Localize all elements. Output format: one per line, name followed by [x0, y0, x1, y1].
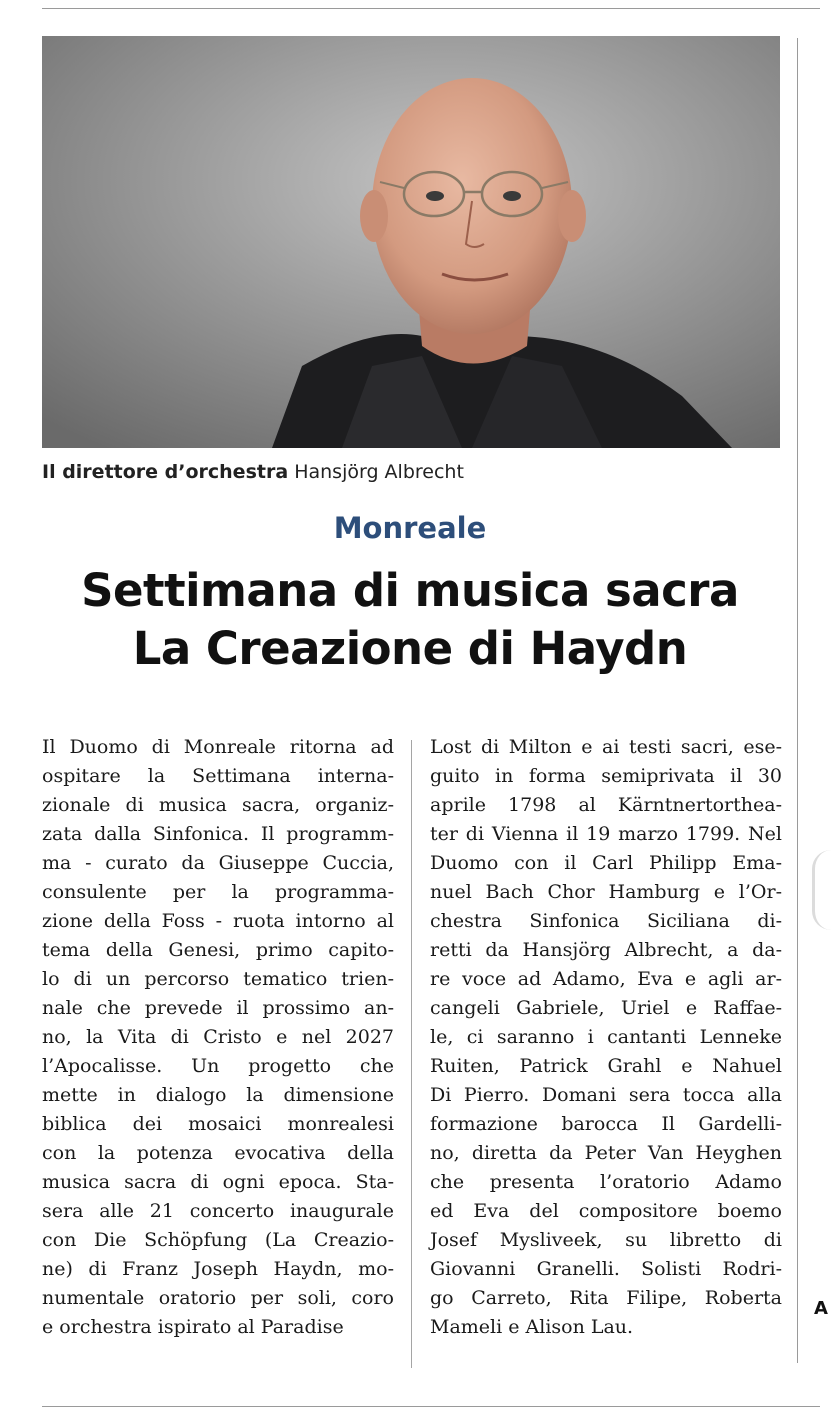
top-rule — [42, 8, 820, 9]
column-divider — [411, 740, 412, 1368]
text-line: zionale di musica sacra, organiz- — [42, 794, 394, 816]
caption-label: Il direttore d’orchestra — [42, 461, 289, 483]
text-line: nale che prevede il prossimo an- — [42, 997, 394, 1019]
text-line: Il Duomo di Monreale ritorna ad — [42, 736, 394, 758]
text-line: zata dalla Sinfonica. Il programm- — [42, 823, 394, 845]
article-headline — [0, 562, 820, 678]
headline-line-1: Settimana di musica sacra — [81, 564, 739, 617]
text-line: guito in forma semiprivata il 30 — [430, 765, 782, 787]
text-line: ter di Vienna il 19 marzo 1799. Nel — [430, 823, 782, 845]
text-line: no, la Vita di Cristo e nel 2027 — [42, 1026, 394, 1048]
text-line: con Die Schöpfung (La Creazio- — [42, 1229, 394, 1251]
adjacent-article-edge: A — [814, 1298, 828, 1319]
page-edge-decoration — [812, 850, 831, 930]
conductor-photo — [42, 36, 780, 448]
text-line: cangeli Gabriele, Uriel e Raffae- — [430, 997, 782, 1019]
text-line: chestra Sinfonica Siciliana di- — [430, 910, 782, 932]
caption-name: Hansjörg Albrecht — [294, 461, 464, 483]
photo-caption — [42, 458, 782, 486]
text-line: musica sacra di ogni epoca. Sta- — [42, 1171, 394, 1193]
text-line: ne) di Franz Joseph Haydn, mo- — [42, 1258, 394, 1280]
text-line: re voce ad Adamo, Eva e agli ar- — [430, 968, 782, 990]
text-line: aprile 1798 al Kärntnertorthea- — [430, 794, 782, 816]
article-column-right — [430, 733, 782, 1342]
text-line: biblica dei mosaici monrealesi — [42, 1113, 394, 1135]
portrait-image — [42, 36, 780, 448]
article-column-left — [42, 733, 394, 1342]
text-line: no, diretta da Peter Van Heyghen — [430, 1142, 782, 1164]
text-line: Mameli e Alison Lau. — [430, 1316, 634, 1338]
text-line: nuel Bach Chor Hamburg e l’Or- — [430, 881, 782, 903]
right-column-rule — [797, 38, 798, 1363]
text-line: Ruiten, Patrick Grahl e Nahuel — [430, 1055, 782, 1077]
text-line: go Carreto, Rita Filipe, Roberta — [430, 1287, 782, 1309]
text-line: ma - curato da Giuseppe Cuccia, — [42, 852, 394, 874]
text-line: formazione barocca Il Gardelli- — [430, 1113, 782, 1135]
text-line: numentale oratorio per soli, coro — [42, 1287, 394, 1309]
text-line: lo di un percorso tematico trien- — [42, 968, 394, 990]
text-line: Josef Mysliveek, su libretto di — [430, 1229, 782, 1251]
text-line: zione della Foss - ruota intorno al — [42, 910, 394, 932]
text-line: ospitare la Settimana interna- — [42, 765, 394, 787]
text-line: che presenta l’oratorio Adamo — [430, 1171, 782, 1193]
headline-line-2: La Creazione di Haydn — [132, 622, 688, 675]
text-line: Giovanni Granelli. Solisti Rodri- — [430, 1258, 782, 1280]
bottom-rule — [42, 1406, 820, 1407]
text-line: con la potenza evocativa della — [42, 1142, 394, 1164]
text-line: retti da Hansjörg Albrecht, a da- — [430, 939, 782, 961]
text-line: le, ci saranno i cantanti Lenneke — [430, 1026, 782, 1048]
section-kicker: Monreale — [333, 511, 487, 545]
text-line: Duomo con il Carl Philipp Ema- — [430, 852, 782, 874]
text-line: mette in dialogo la dimensione — [42, 1084, 394, 1106]
text-line: e orchestra ispirato al Paradise — [42, 1316, 344, 1338]
text-line: sera alle 21 concerto inaugurale — [42, 1200, 394, 1222]
text-line: Lost di Milton e ai testi sacri, ese- — [430, 736, 782, 758]
text-line: ed Eva del compositore boemo — [430, 1200, 782, 1222]
text-line: consulente per la programma- — [42, 881, 394, 903]
text-line: Di Pierro. Domani sera tocca alla — [430, 1084, 782, 1106]
text-line: l’Apocalisse. Un progetto che — [42, 1055, 394, 1077]
text-line: tema della Genesi, primo capito- — [42, 939, 394, 961]
